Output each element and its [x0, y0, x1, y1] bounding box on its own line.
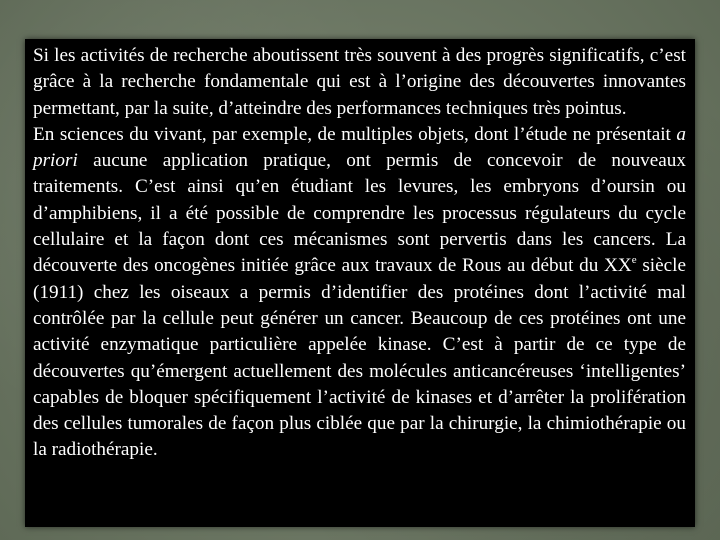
paragraph-1 — [33, 43, 686, 122]
paragraph-2-part-2: aucune application pratique, ont permis de concevoir de nouveaux traitements. C’est ainsi qu’en étudiant les levures, les embryons d’oursin ou d’amphibiens, il a été possible de comprendre les processus régulateurs du cycle cellulaire et la façon dont ces mécanismes sont pervertis dans les cancers. La découverte des oncogènes initiée grâce aux travaux de Rous au début du XX — [33, 150, 686, 277]
paragraph-2-italic: a priori — [33, 123, 686, 172]
paragraph-2-part-1: En sciences du vivant, par exemple, de multiples objets, dont l’étude ne présentait — [33, 123, 677, 145]
century-superscript: e — [631, 253, 637, 266]
paragraph-1-text: Si les activités de recherche aboutissent très souvent à des progrès significatifs, c’est grâce à la recherche fondamentale qui est à l’origine des découvertes innovantes permettant, par la suite, d’atteindre des performances techniques très pointus. — [33, 45, 686, 119]
text-panel — [25, 39, 695, 527]
paragraph-2-part-3: siècle (1911) chez les oiseaux a permis d’identifier des protéines dont l’activité mal contrôlée par la cellule peut générer un cancer. Beaucoup de ces protéines ont une activité enzymatique particulière appelée kinase. C’est à partir de ce type de découvertes qu’émergent actuellement des molécules anticancéreuses ‘intelligentes’ capables de bloquer spécifiquement l’activité de kinases et d’arrêter la prolifération des cellules tumorales de façon plus ciblée que par la chirurgie, la chimiothérapie ou la radiothérapie. — [33, 255, 686, 461]
paragraph-2 — [33, 122, 686, 464]
